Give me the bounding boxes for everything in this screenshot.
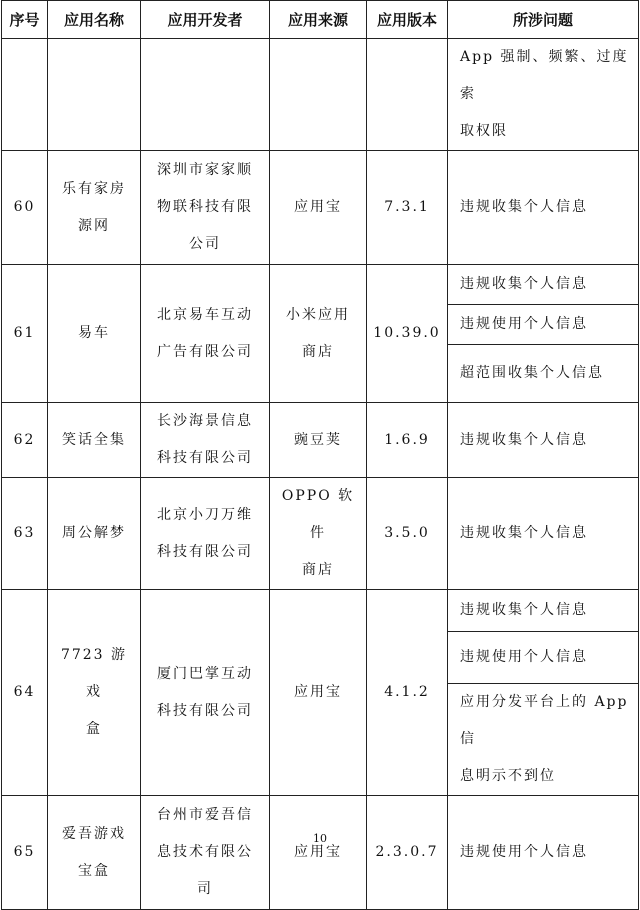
developer-line: 厦门巴掌互动	[157, 665, 253, 682]
cell-source: 应用宝	[270, 796, 367, 910]
header-developer: 应用开发者	[141, 1, 270, 39]
cell-issue: 违规使用个人信息	[448, 632, 639, 684]
cell-issue: 超范围收集个人信息	[448, 345, 639, 403]
cell-no: 62	[2, 403, 48, 478]
cell-app-name	[48, 590, 141, 796]
table-row	[2, 478, 639, 590]
page-number: 10	[313, 832, 327, 845]
developer-line: 台州市爱吾信	[157, 807, 253, 823]
cell-no	[2, 39, 48, 151]
cell-app-name: 周公解梦	[48, 478, 141, 590]
cell-source	[270, 39, 367, 151]
issue-line: 取权限	[460, 123, 508, 139]
developer-line: 长沙海景信息	[157, 413, 253, 429]
cell-source: 应用宝	[270, 151, 367, 265]
cell-app-name: 易车	[48, 265, 141, 403]
developer-line: 北京易车互动	[157, 306, 253, 323]
source-line: 商店	[302, 562, 334, 578]
cell-developer	[141, 590, 270, 796]
cell-app-name	[48, 39, 141, 151]
app-name-line: 宝盒	[78, 862, 110, 879]
cell-developer	[141, 403, 270, 478]
table-row	[2, 39, 639, 151]
cell-no: 64	[2, 590, 48, 796]
cell-developer	[141, 478, 270, 590]
cell-no: 65	[2, 796, 48, 910]
app-name-line: 7723 游戏	[60, 647, 128, 700]
table-row	[2, 403, 639, 478]
cell-version	[367, 39, 448, 151]
cell-issue: 违规收集个人信息	[448, 151, 639, 265]
cell-no: 63	[2, 478, 48, 590]
header-no: 序号	[2, 1, 48, 39]
cell-source: 应用宝	[270, 590, 367, 796]
cell-source	[270, 265, 367, 403]
cell-source: 豌豆荚	[270, 403, 367, 478]
cell-developer	[141, 265, 270, 403]
table-row	[2, 590, 639, 632]
cell-app-name: 笑话全集	[48, 403, 141, 478]
cell-issue	[448, 39, 639, 151]
cell-issue: 违规收集个人信息	[448, 265, 639, 305]
header-source: 应用来源	[270, 1, 367, 39]
table-row	[2, 265, 639, 305]
cell-version: 1.6.9	[367, 403, 448, 478]
cell-version: 3.5.0	[367, 478, 448, 590]
cell-no: 61	[2, 265, 48, 403]
source-line: 小米应用	[286, 306, 350, 323]
developer-line: 深圳市家家顺	[157, 162, 253, 178]
app-name-line: 乐有家房	[62, 180, 126, 197]
app-name-line: 源网	[78, 217, 110, 234]
cell-issue: 违规收集个人信息	[448, 403, 639, 478]
developer-line: 北京小刀万维	[157, 506, 253, 523]
cell-app-name	[48, 796, 141, 910]
cell-version: 10.39.0	[367, 265, 448, 403]
cell-issue: 违规收集个人信息	[448, 590, 639, 632]
source-line: 商店	[302, 343, 334, 360]
cell-issue	[448, 684, 639, 796]
table-row	[2, 151, 639, 265]
cell-version: 2.3.0.7	[367, 796, 448, 910]
issue-line: 应用分发平台上的 App 信	[460, 694, 629, 747]
developer-line: 科技有限公司	[157, 543, 253, 560]
cell-no: 60	[2, 151, 48, 265]
cell-developer	[141, 151, 270, 265]
cell-developer	[141, 796, 270, 910]
cell-issue: 违规收集个人信息	[448, 478, 639, 590]
issue-line: 息明示不到位	[460, 768, 556, 784]
header-version: 应用版本	[367, 1, 448, 39]
developer-line: 物联科技有限	[157, 199, 253, 215]
header-issue: 所涉问题	[448, 1, 639, 39]
cell-issue: 违规使用个人信息	[448, 796, 639, 910]
cell-source	[270, 478, 367, 590]
developer-line: 息技术有限公	[157, 844, 253, 860]
app-name-line: 盒	[86, 721, 102, 737]
developer-line: 公司	[189, 236, 221, 252]
cell-issue: 违规使用个人信息	[448, 305, 639, 345]
header-app-name: 应用名称	[48, 1, 141, 39]
app-name-line: 爱吾游戏	[62, 825, 126, 842]
cell-version: 7.3.1	[367, 151, 448, 265]
developer-line: 科技有限公司	[157, 702, 253, 719]
developer-line: 广告有限公司	[157, 343, 253, 360]
developer-line: 司	[197, 881, 213, 897]
table-row	[2, 796, 639, 910]
table-header-row	[2, 1, 639, 39]
developer-line: 科技有限公司	[157, 450, 253, 466]
cell-app-name	[48, 151, 141, 265]
app-violation-table	[1, 0, 639, 910]
source-line: OPPO 软件	[281, 488, 355, 541]
cell-developer	[141, 39, 270, 151]
cell-version: 4.1.2	[367, 590, 448, 796]
issue-line: App 强制、频繁、过度索	[460, 49, 629, 102]
